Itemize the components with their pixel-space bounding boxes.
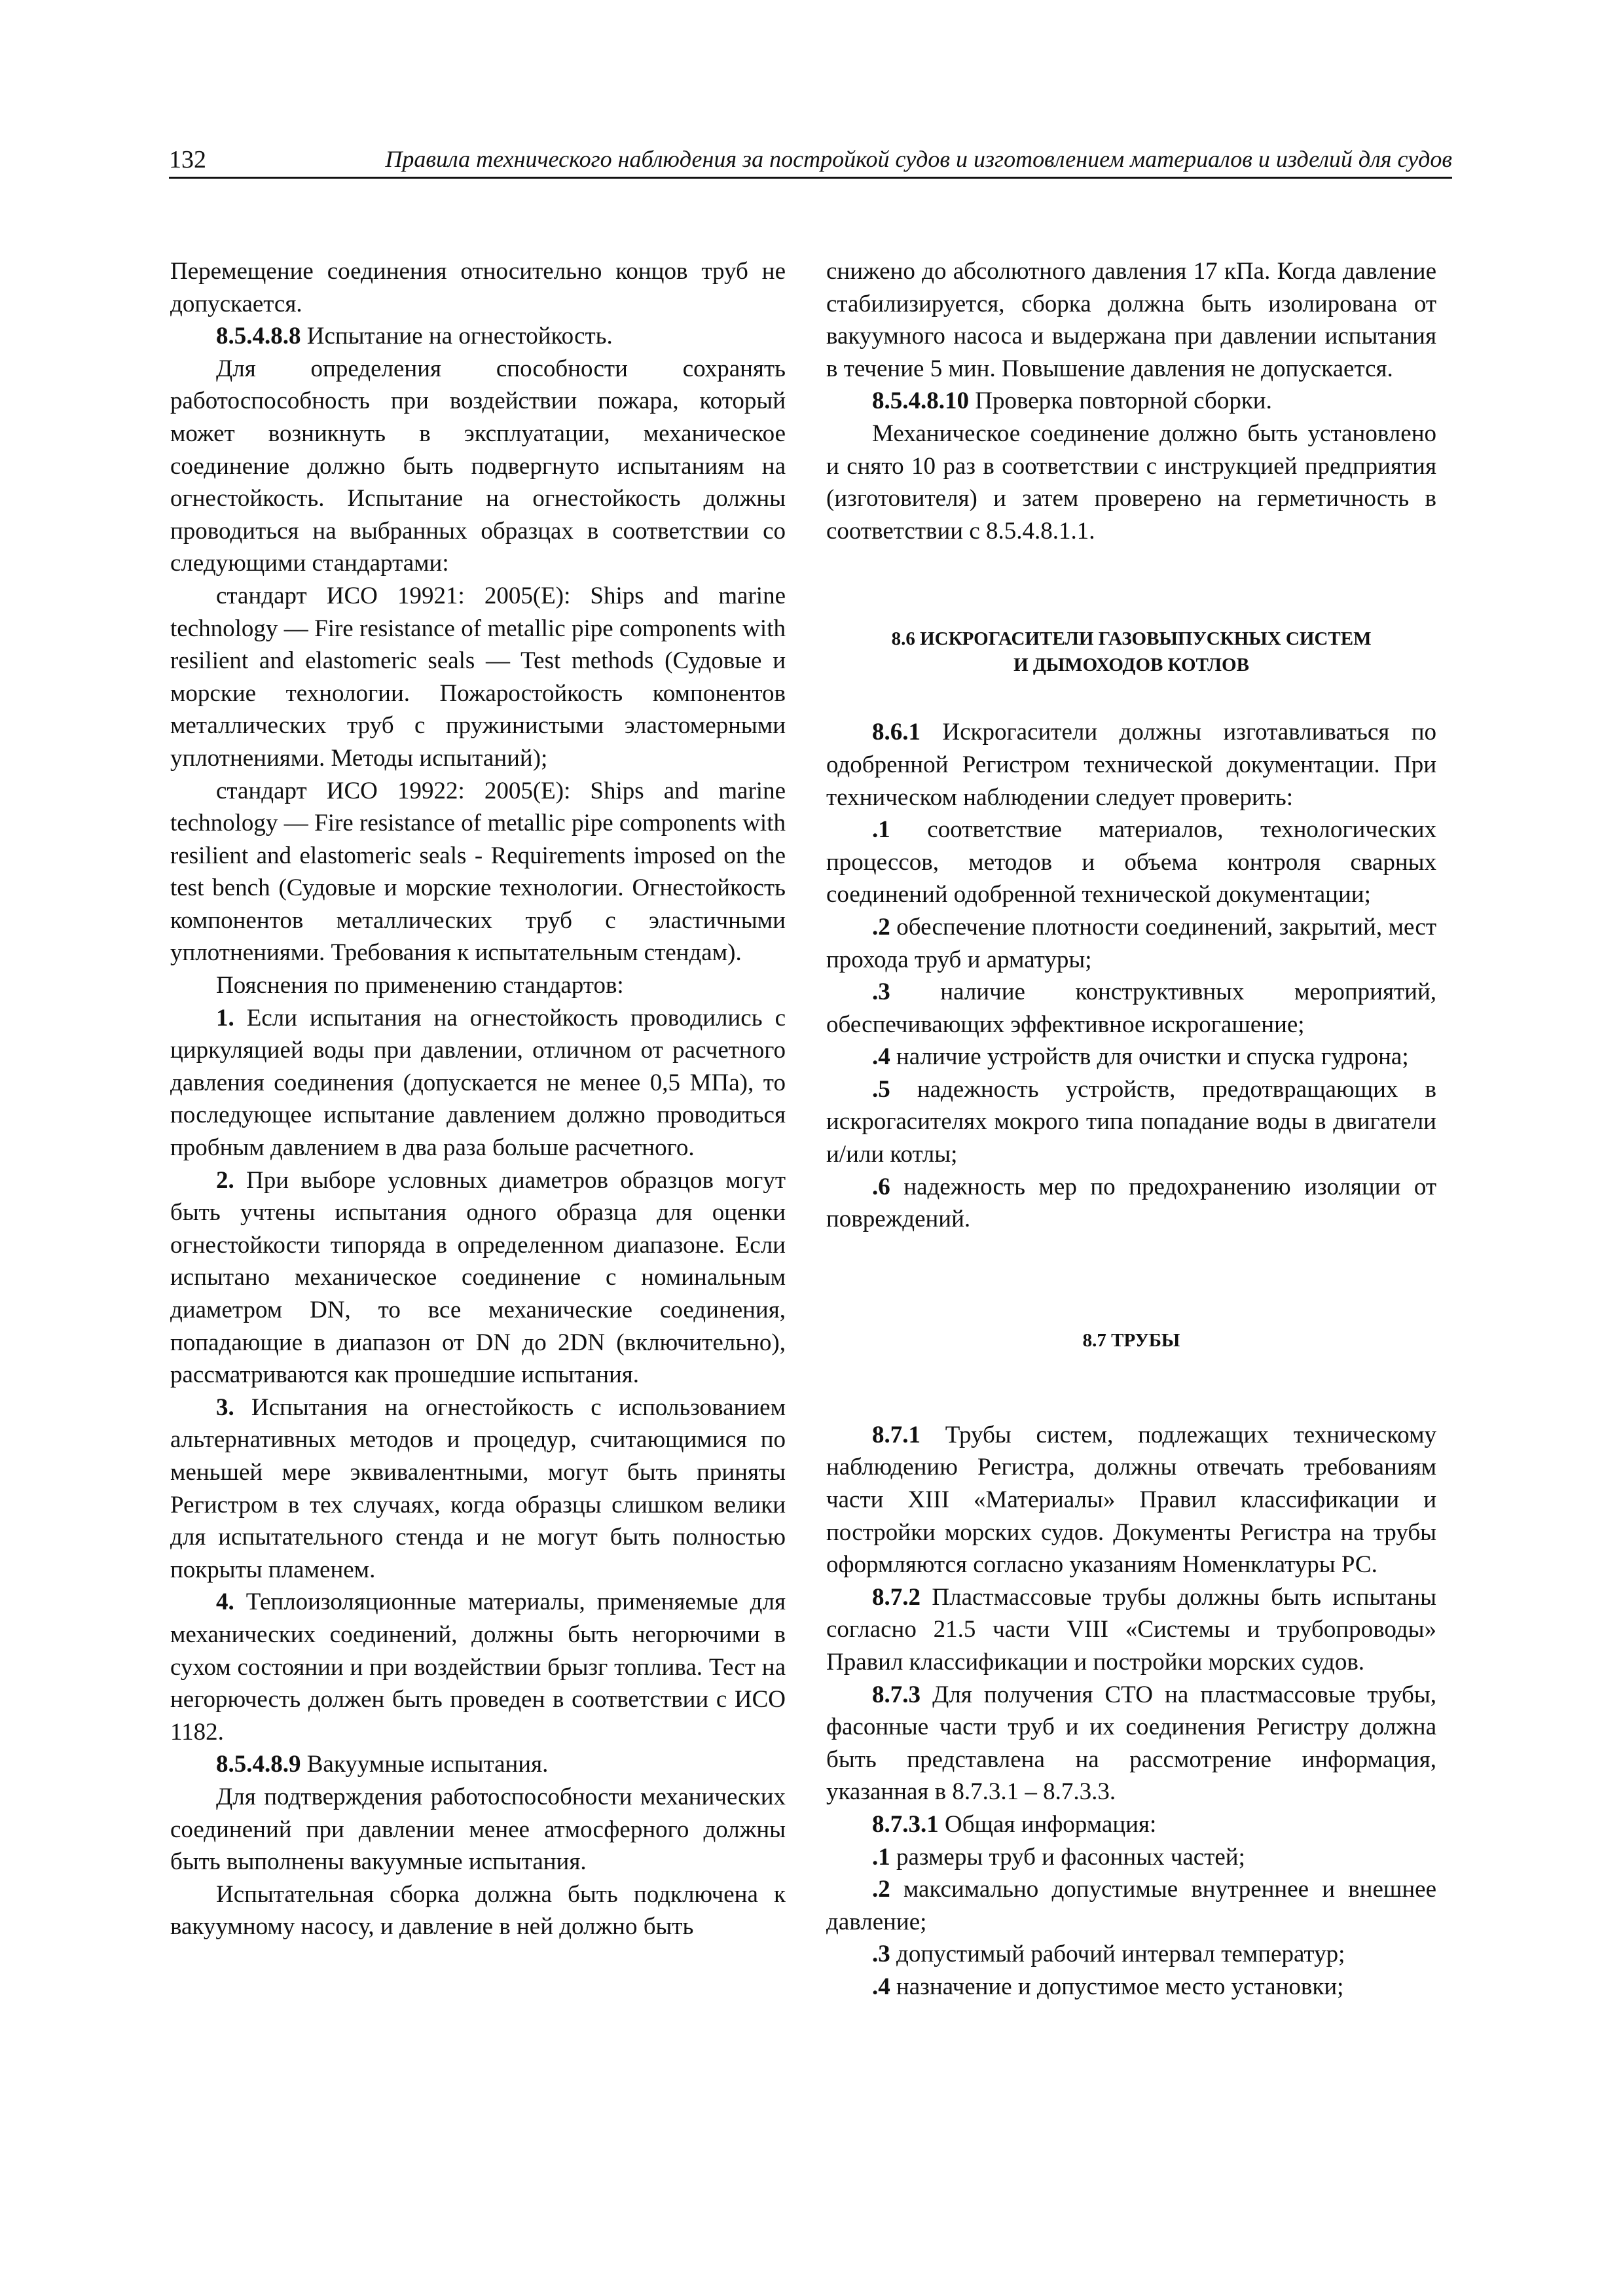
paragraph: снижено до абсолютного давления 17 кПа. Когда давление стабилизируется, сборка должна быть изолирована от вакуумного насоса и выдержана при давлении испытания в течение 5 мин. Повышение давления не допускается. [826, 258, 1436, 382]
paragraph: стандарт ИСО 19921: 2005(E): Ships and marine technology — Fire resistance of metallic pipe components with resilient and elastomeric seals — Test methods (Судовые и морские технологии. Пожаростойкость компонентов металлических труб с пружинистыми эластомерными уплотнениями. Методы испытаний); [170, 582, 786, 772]
paragraph: 2. При выборе условных диаметров образцов могут быть учтены испытания одного образца для оценки огнестойкости типоряда в определенном диапазоне. Если испытано механическое соединение с номинальным диаметром DN, то все механические соединения, попадающие в диапазон от DN до 2DN (включительно), рассматриваются как прошедшие испытания. [170, 1166, 786, 1389]
paragraph: 8.7.3 Для получения СТО на пластмассовые трубы, фасонные части труб и их соединения Регистру должна быть представлена на рассмотрение информация, указанная в 8.7.3.1 – 8.7.3.3. [826, 1681, 1436, 1806]
paragraph: Перемещение соединения относительно концов труб не допускается. [170, 258, 786, 317]
page-header [169, 137, 1452, 177]
list-item: .2 обеспечение плотности соединений, закрытий, мест прохода труб и арматуры; [826, 913, 1436, 973]
list-item: .1 размеры труб и фасонных частей; [872, 1843, 1245, 1871]
paragraph: 8.7.2 Пластмассовые трубы должны быть испытаны согласно 21.5 части VIII «Системы и трубопроводы» Правил классификации и постройки морских судов. [826, 1583, 1436, 1676]
running-title: Правила технического наблюдения за постройкой судов и изготовлением материалов и изделий для судов [385, 146, 1452, 172]
paragraph: Испытательная сборка должна быть подключена к вакуумному насосу, и давление в ней должно быть [170, 1880, 786, 1941]
section-heading: 8.7 ТРУБЫ [1082, 1329, 1180, 1351]
paragraph: 4. Теплоизоляционные материалы, применяемые для механических соединений, должны быть негорючими в сухом состоянии и при воздействии брызг топлива. Тест на негорючесть должен быть проведен в соответствии с ИСО 1182. [170, 1588, 786, 1746]
paragraph: 8.5.4.8.8 Испытание на огнестойкость. [216, 323, 613, 350]
page-number: 132 [169, 146, 206, 173]
paragraph: Пояснения по применению стандартов: [216, 972, 624, 999]
paragraph: 8.5.4.8.10 Проверка повторной сборки. [872, 387, 1272, 415]
right-column [826, 255, 1436, 2003]
list-item: .6 надежность мер по предохранению изоляции от повреждений. [826, 1173, 1436, 1233]
list-item: .3 наличие конструктивных мероприятий, обеспечивающих эффективное искрогашение; [826, 978, 1436, 1038]
paragraph: 8.7.1 Трубы систем, подлежащих техническому наблюдению Регистра, должны отвечать требованиям части XIII «Материалы» Правил классификации и постройки морских судов. Документы Регистра на трубы оформляются согласно указаниям Номенклатуры РС. [826, 1421, 1436, 1579]
paragraph: стандарт ИСО 19922: 2005(E): Ships and marine technology — Fire resistance of metallic pipe components with resilient and elastomeric seals - Requirements imposed on the test bench (Судовые и морские технологии. Огнестойкость компонентов металлических труб с эластичными уплотнениями. Требования к испытательным стендам). [170, 777, 786, 967]
paragraph: 1. Если испытания на огнестойкость проводились с циркуляцией воды при давлении, отличном от расчетного давления соединения (допускается не менее 0,5 МПа), то последующее испытание давлением должно проводиться пробным давлением в два раза больше расчетного. [170, 1004, 786, 1162]
paragraph: 8.5.4.8.9 Вакуумные испытания. [216, 1751, 549, 1778]
header-rule [169, 177, 1452, 179]
paragraph: Для определения способности сохранять работоспособность при воздействии пожара, который может возникнуть в эксплуатации, механическое соединение должно быть подвергнуто испытаниям на огнестойкость. Испытание на огнестойкость должны проводиться на выбранных образцах в соответствии со следующими стандартами: [170, 355, 786, 577]
paragraph: Для подтверждения работоспособности механических соединений при давлении менее атмосферного должны быть выполнены вакуумные испытания. [170, 1783, 786, 1876]
list-item: .2 максимально допустимые внутреннее и внешнее давление; [826, 1876, 1436, 1935]
paragraph: 3. Испытания на огнестойкость с использованием альтернативных методов и процедур, считающимися по меньшей мере эквивалентными, могут быть приняты Регистром в тех случаях, когда образцы слишком велики для испытательного стенда и не могут быть полностью покрыты пламенем. [170, 1393, 786, 1583]
paragraph: 8.6.1 Искрогасители должны изготавливаться по одобренной Регистром технической документации. При техническом наблюдении следует проверить: [826, 719, 1436, 811]
list-item: .4 наличие устройств для очистки и спуска гудрона; [872, 1043, 1409, 1071]
list-item: .4 назначение и допустимое место установки; [872, 1973, 1344, 2000]
paragraph: 8.7.3.1 Общая информация: [872, 1810, 1157, 1838]
list-item: .3 допустимый рабочий интервал температур; [872, 1941, 1345, 1968]
list-item: .5 надежность устройств, предотвращающих в искрогасителях мокрого типа попадание воды в двигатели и/или котлы; [826, 1075, 1436, 1168]
left-column [170, 255, 786, 1943]
section-heading: 8.6 ИСКРОГАСИТЕЛИ ГАЗОВЫПУСКНЫХ СИСТЕМ И ДЫМОХОДОВ КОТЛОВ [891, 628, 1372, 676]
list-item: .1 соответствие материалов, технологических процессов, методов и объема контроля сварных соединений одобренной технической документации; [826, 816, 1436, 908]
paragraph: Механическое соединение должно быть установлено и снято 10 раз в соответствии с инструкцией предприятия (изготовителя) и затем проверено на герметичность в соответствии с 8.5.4.8.1.1. [826, 420, 1436, 545]
